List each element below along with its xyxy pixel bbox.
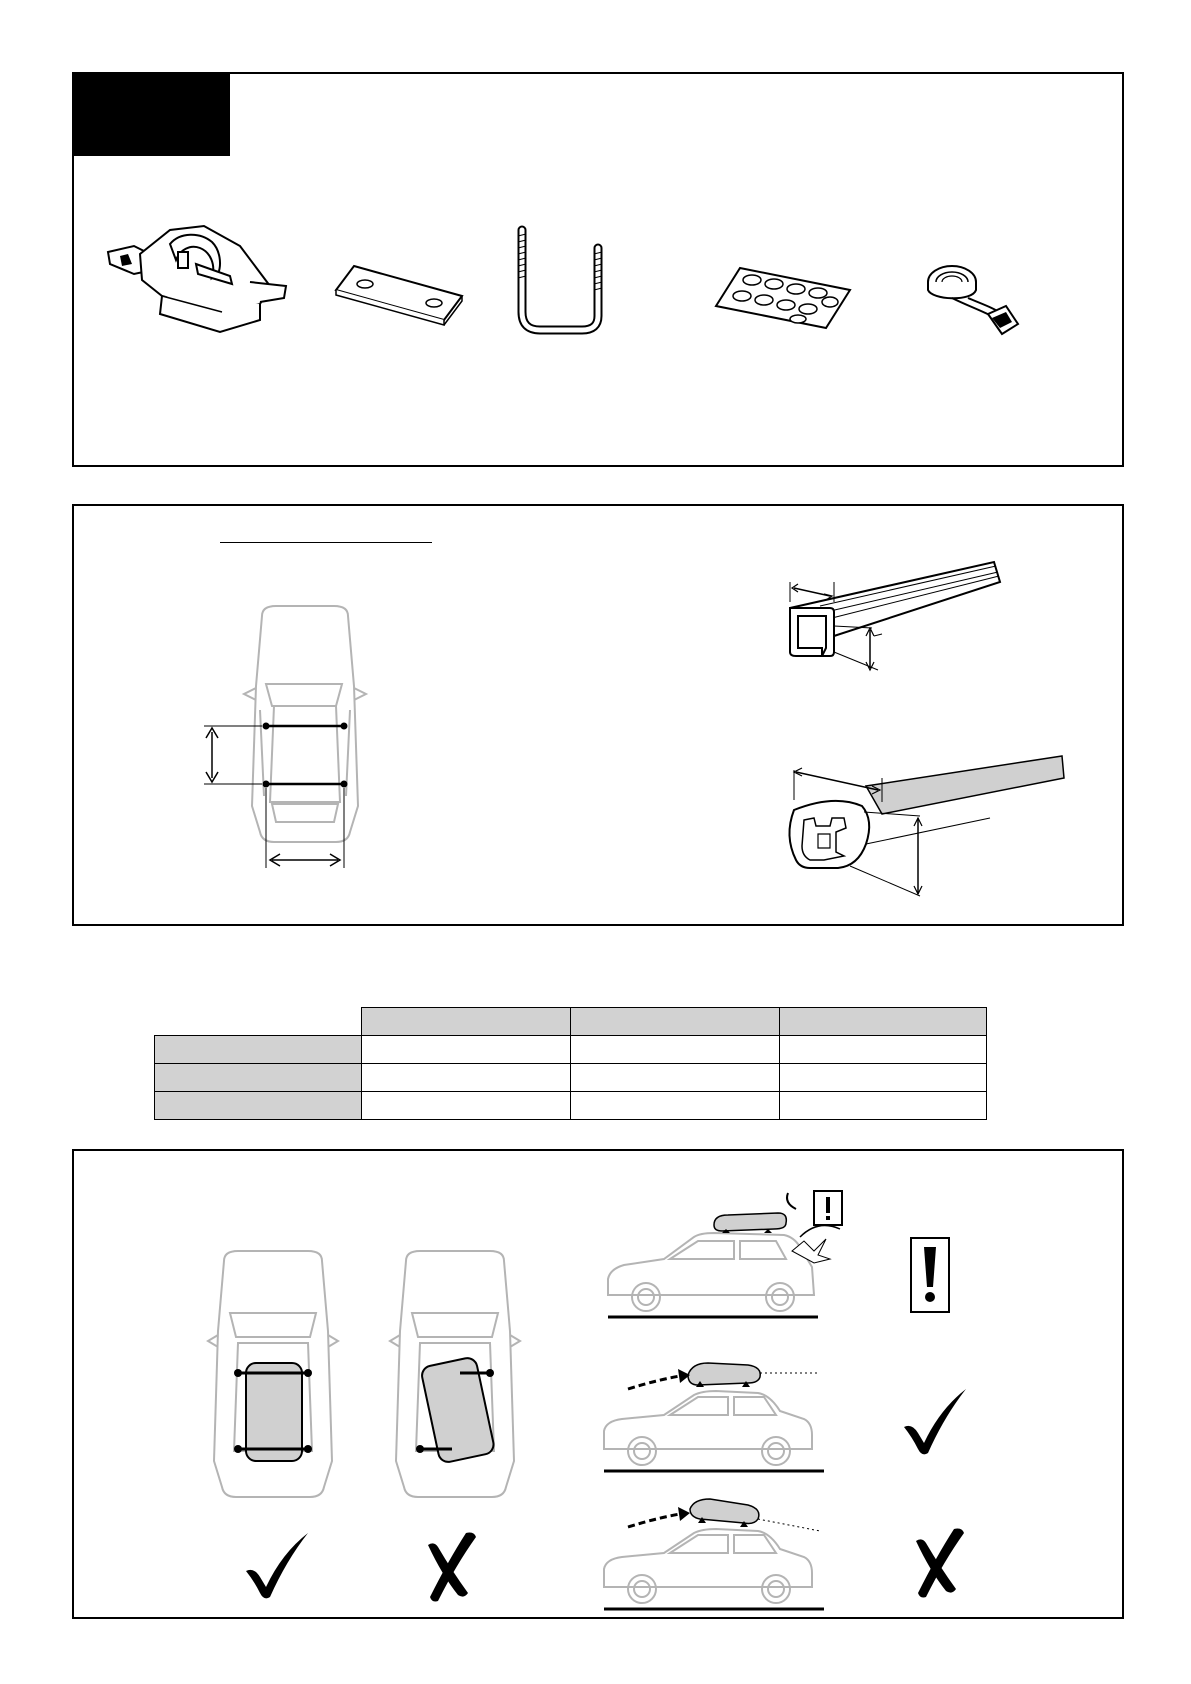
table-row [155, 1092, 987, 1120]
table-header-cell [779, 1008, 986, 1036]
car-side-box-wrong-icon [598, 1501, 838, 1611]
car-side-tailgate-warning-icon [604, 1199, 854, 1329]
measurement-panel [72, 504, 1124, 926]
table-cell [779, 1092, 986, 1120]
car-top-view-wrong-icon [390, 1251, 520, 1501]
table-row [155, 1064, 987, 1092]
table-corner-cell [155, 1008, 362, 1036]
table-cell [361, 1064, 570, 1092]
table-header-cell [361, 1008, 570, 1036]
table-row-label [155, 1036, 362, 1064]
rubber-pads-sheet-icon [714, 264, 854, 334]
cross-mark-icon[interactable] [422, 1531, 482, 1603]
cross-mark-icon[interactable] [910, 1527, 970, 1599]
exclamation-warning-icon [910, 1237, 950, 1313]
table-row [155, 1036, 987, 1064]
car-side-box-correct-icon [598, 1363, 838, 1473]
square-profile-bar-icon [774, 556, 1054, 686]
table-row-label [155, 1092, 362, 1120]
table-cell [570, 1036, 779, 1064]
spec-table [154, 1007, 987, 1120]
table-cell [361, 1092, 570, 1120]
section-title-underline [220, 542, 432, 543]
parts-panel [72, 72, 1124, 467]
check-mark-icon[interactable] [900, 1387, 970, 1457]
table-cell [570, 1064, 779, 1092]
aero-profile-bar-icon [774, 756, 1074, 916]
table-header-cell [570, 1008, 779, 1036]
table-row-label [155, 1064, 362, 1092]
table-cell [779, 1064, 986, 1092]
u-bolt-icon [512, 226, 608, 338]
loading-panel [72, 1149, 1124, 1619]
strap-icon [922, 258, 1022, 342]
step-number-tab [74, 74, 230, 156]
check-mark-icon[interactable] [242, 1531, 312, 1601]
table-cell [779, 1036, 986, 1064]
roof-rack-foot-icon [100, 224, 290, 334]
table-header-row [155, 1008, 987, 1036]
car-top-view-icon [204, 606, 464, 896]
table-cell [361, 1036, 570, 1064]
table-cell [570, 1092, 779, 1120]
mounting-plate-icon [332, 262, 468, 324]
car-top-view-correct-icon [208, 1251, 338, 1501]
